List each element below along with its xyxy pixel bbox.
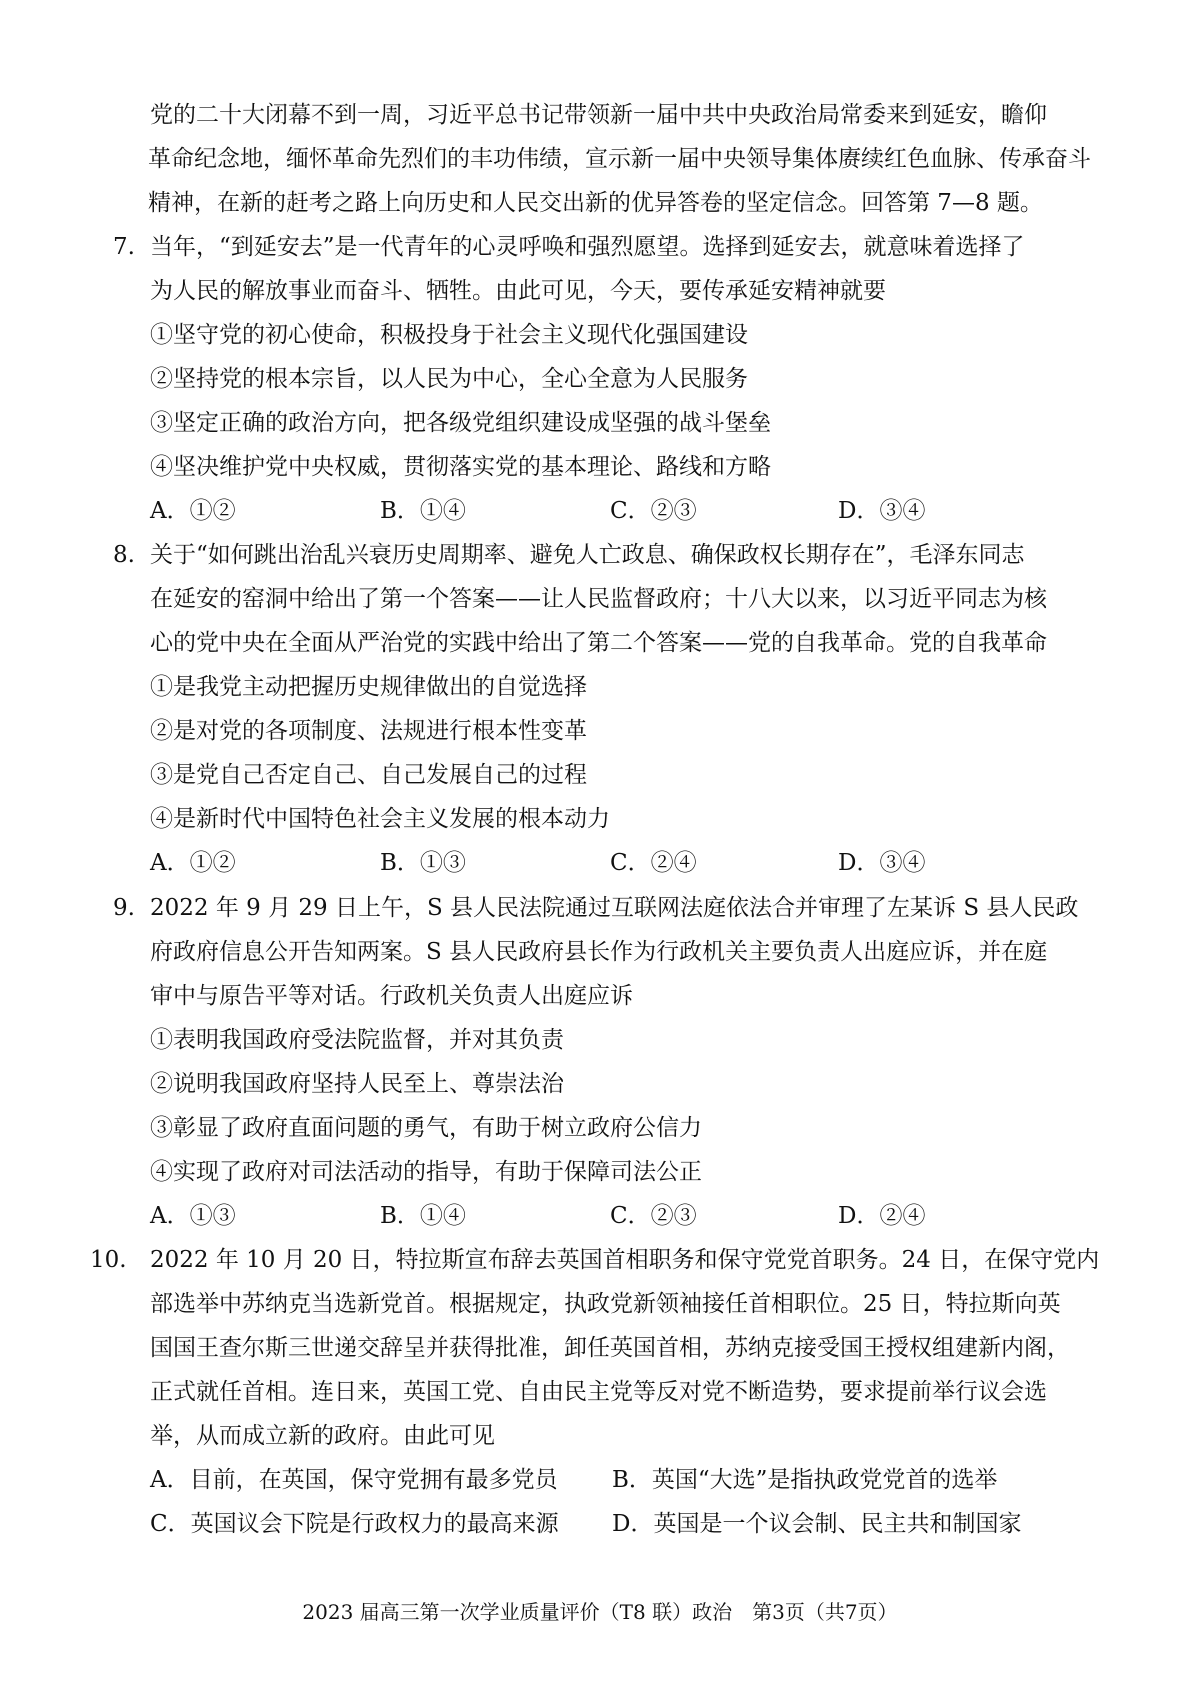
answer-option-b[interactable]: B．英国“大选”是指执政党党首的选举 (612, 1467, 998, 1493)
answer-option-b[interactable]: B．①③ (380, 850, 466, 876)
question-stem-line: 在延安的窑洞中给出了第一个答案——让人民监督政府；十八大以来，以习近平同志为核 (150, 586, 1047, 612)
statement-item: ①坚守党的初心使命，积极投身于社会主义现代化强国建设 (150, 322, 748, 348)
answer-option-a[interactable]: A．①③ (150, 1203, 236, 1229)
question-number: 8. (113, 542, 135, 568)
statement-item: ③是党自己否定自己、自己发展自己的过程 (150, 762, 587, 788)
statement-item: ③坚定正确的政治方向，把各级党组织建设成坚强的战斗堡垒 (150, 410, 771, 436)
question-stem-line: 部选举中苏纳克当选新党首。根据规定，执政党新领袖接任首相职位。25 日，特拉斯向英 (150, 1291, 1061, 1317)
question-stem-line: 当年，“到延安去”是一代青年的心灵呼唤和强烈愿望。选择到延安去，就意味着选择了 (150, 234, 1025, 260)
question-stem-line: 心的党中央在全面从严治党的实践中给出了第二个答案——党的自我革命。党的自我革命 (150, 630, 1047, 656)
statement-item: ④坚决维护党中央权威，贯彻落实党的基本理论、路线和方略 (150, 454, 771, 480)
answer-option-d[interactable]: D．英国是一个议会制、民主共和制国家 (612, 1511, 1022, 1537)
question-stem-line: 关于“如何跳出治乱兴衰历史周期率、避免人亡政息、确保政权长期存在”，毛泽东同志 (150, 542, 1025, 568)
answer-option-c[interactable]: C．英国议会下院是行政权力的最高来源 (150, 1511, 559, 1537)
statement-item: ①表明我国政府受法院监督，并对其负责 (150, 1027, 564, 1053)
intro-line: 党的二十大闭幕不到一周，习近平总书记带领新一届中共中央政治局常委来到延安，瞻仰 (150, 102, 1047, 128)
answer-option-c[interactable]: C．②④ (610, 850, 697, 876)
question-stem-line: 为人民的解放事业而奋斗、牺牲。由此可见，今天，要传承延安精神就要 (150, 278, 886, 304)
statement-item: ②说明我国政府坚持人民至上、尊崇法治 (150, 1071, 564, 1097)
answer-option-b[interactable]: B．①④ (380, 498, 466, 524)
question-stem-line: 举，从而成立新的政府。由此可见 (150, 1423, 495, 1449)
question-number: 7. (113, 234, 135, 260)
answer-option-d[interactable]: D．②④ (838, 1203, 926, 1229)
answer-option-a[interactable]: A．①② (150, 498, 236, 524)
question-stem-line: 府政府信息公开告知两案。S 县人民政府县长作为行政机关主要负责人出庭应诉，并在庭 (150, 939, 1048, 965)
question-number: 10. (90, 1247, 127, 1273)
answer-option-d[interactable]: D．③④ (838, 850, 926, 876)
answer-option-b[interactable]: B．①④ (380, 1203, 466, 1229)
answer-option-c[interactable]: C．②③ (610, 1203, 697, 1229)
question-stem-line: 国国王查尔斯三世递交辞呈并获得批准，卸任英国首相，苏纳克接受国王授权组建新内阁， (150, 1335, 1070, 1361)
intro-line: 革命纪念地，缅怀革命先烈们的丰功伟绩，宣示新一届中央领导集体赓续红色血脉、传承奋斗 (148, 146, 1091, 172)
answer-option-a[interactable]: A．目前，在英国，保守党拥有最多党员 (150, 1467, 558, 1493)
intro-line: 精神，在新的赶考之路上向历史和人民交出新的优异答卷的坚定信念。回答第 7—8 题。 (148, 190, 1043, 216)
statement-item: ②坚持党的根本宗旨，以人民为中心，全心全意为人民服务 (150, 366, 748, 392)
answer-option-d[interactable]: D．③④ (838, 498, 926, 524)
question-stem-line: 审中与原告平等对话。行政机关负责人出庭应诉 (150, 983, 633, 1009)
question-stem-line: 2022 年 10 月 20 日，特拉斯宣布辞去英国首相职务和保守党党首职务。24 日，在保守党内 (150, 1247, 1100, 1273)
statement-item: ①是我党主动把握历史规律做出的自觉选择 (150, 674, 587, 700)
question-stem-line: 2022 年 9 月 29 日上午，S 县人民法院通过互联网法庭依法合并审理了左某诉 S 县人民政 (150, 895, 1079, 921)
statement-item: ③彰显了政府直面问题的勇气，有助于树立政府公信力 (150, 1115, 702, 1141)
statement-item: ④是新时代中国特色社会主义发展的根本动力 (150, 806, 610, 832)
answer-option-c[interactable]: C．②③ (610, 498, 697, 524)
statement-item: ②是对党的各项制度、法规进行根本性变革 (150, 718, 587, 744)
page-footer: 2023 届高三第一次学业质量评价（T8 联）政治 第3页（共7页） (302, 1600, 898, 1624)
question-stem-line: 正式就任首相。连日来，英国工党、自由民主党等反对党不断造势，要求提前举行议会选 (150, 1379, 1047, 1405)
question-number: 9. (113, 895, 135, 921)
answer-option-a[interactable]: A．①② (150, 850, 236, 876)
statement-item: ④实现了政府对司法活动的指导，有助于保障司法公正 (150, 1159, 702, 1185)
